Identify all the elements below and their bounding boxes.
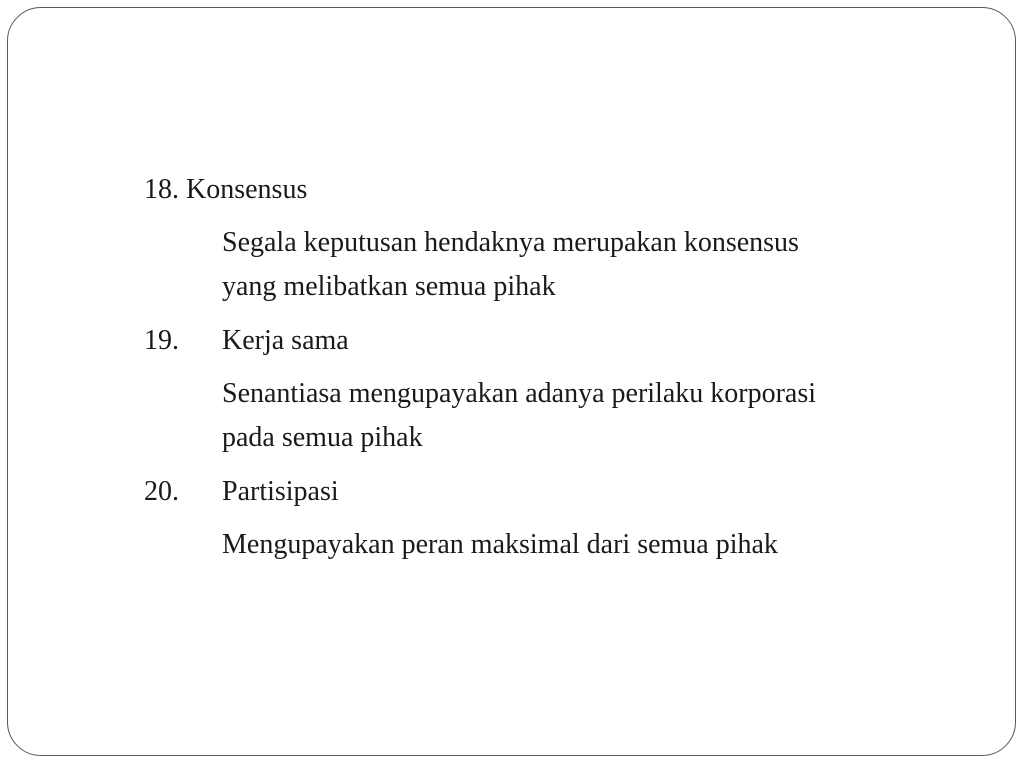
item-18-heading: Konsensus bbox=[186, 174, 308, 205]
item-20-description-line-1: Mengupayakan peran maksimal dari semua pihak bbox=[222, 529, 778, 560]
item-19-number: 19. bbox=[144, 325, 179, 356]
item-20-number: 20. bbox=[144, 476, 179, 507]
item-18-heading-row bbox=[144, 172, 307, 207]
item-19-description-line-2: pada semua pihak bbox=[222, 422, 423, 453]
item-18-description-line-1: Segala keputusan hendaknya merupakan konsensus bbox=[222, 227, 799, 258]
item-19-heading: Kerja sama bbox=[222, 325, 349, 356]
item-18-number: 18. bbox=[144, 174, 179, 205]
item-19-description-line-1: Senantiasa mengupayakan adanya perilaku korporasi bbox=[222, 378, 817, 409]
item-18-description-line-2: yang melibatkan semua pihak bbox=[222, 271, 556, 302]
item-20-heading: Partisipasi bbox=[222, 476, 339, 507]
